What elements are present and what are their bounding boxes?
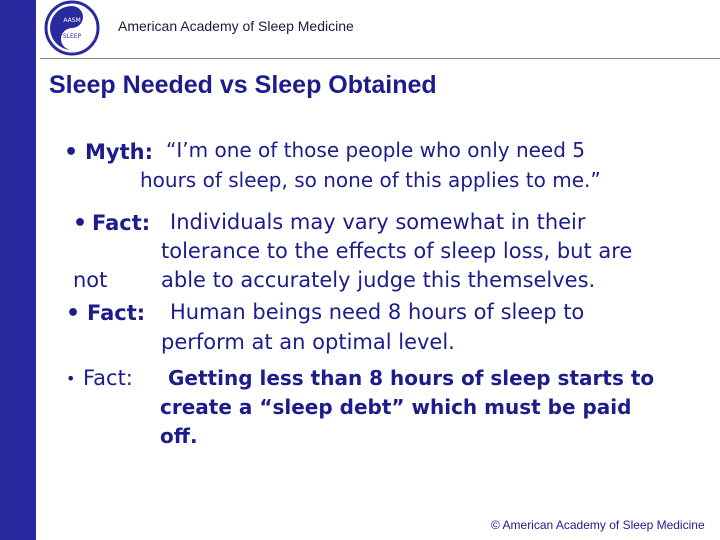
fact1-line-3: able to accurately judge this themselves. (161, 268, 596, 292)
aasm-logo-icon (38, 0, 106, 56)
header-divider (40, 58, 720, 59)
myth-bullet: • (64, 140, 79, 165)
header-organization: American Academy of Sleep Medicine (118, 18, 354, 34)
fact3-line-2: create a “sleep debt” which must be paid (160, 395, 632, 419)
fact3-label: Fact: (83, 366, 133, 390)
fact2-line-2: perform at an optimal level. (161, 330, 455, 354)
fact2-label: Fact: (87, 301, 146, 325)
left-accent-band (0, 0, 36, 540)
fact1-bullet: • (73, 211, 88, 236)
fact2-line-1: Human beings need 8 hours of sleep to (170, 300, 585, 324)
footer-copyright: © American Academy of Sleep Medicine (491, 518, 705, 532)
fact3-bullet: • (66, 369, 76, 388)
myth-line-1: “I’m one of those people who only need 5 (166, 138, 586, 162)
fact2-bullet: • (66, 301, 81, 326)
fact3-line-1: Getting less than 8 hours of sleep starts to (168, 366, 655, 390)
myth-label: Myth: (85, 140, 153, 164)
fact1-line-2: tolerance to the effects of sleep loss, but are (161, 239, 633, 263)
myth-line-2: hours of sleep, so none of this applies to me.” (140, 168, 601, 192)
logo-top-text: AASM (63, 17, 81, 24)
slide-title: Sleep Needed vs Sleep Obtained (49, 71, 437, 99)
logo-center-text: SLEEP (62, 33, 82, 40)
fact3-line-3: off. (160, 424, 198, 448)
fact1-line-3-prefix: not (73, 268, 108, 292)
fact1-line-1: Individuals may vary somewhat in their (170, 210, 586, 234)
fact1-label: Fact: (92, 211, 151, 235)
